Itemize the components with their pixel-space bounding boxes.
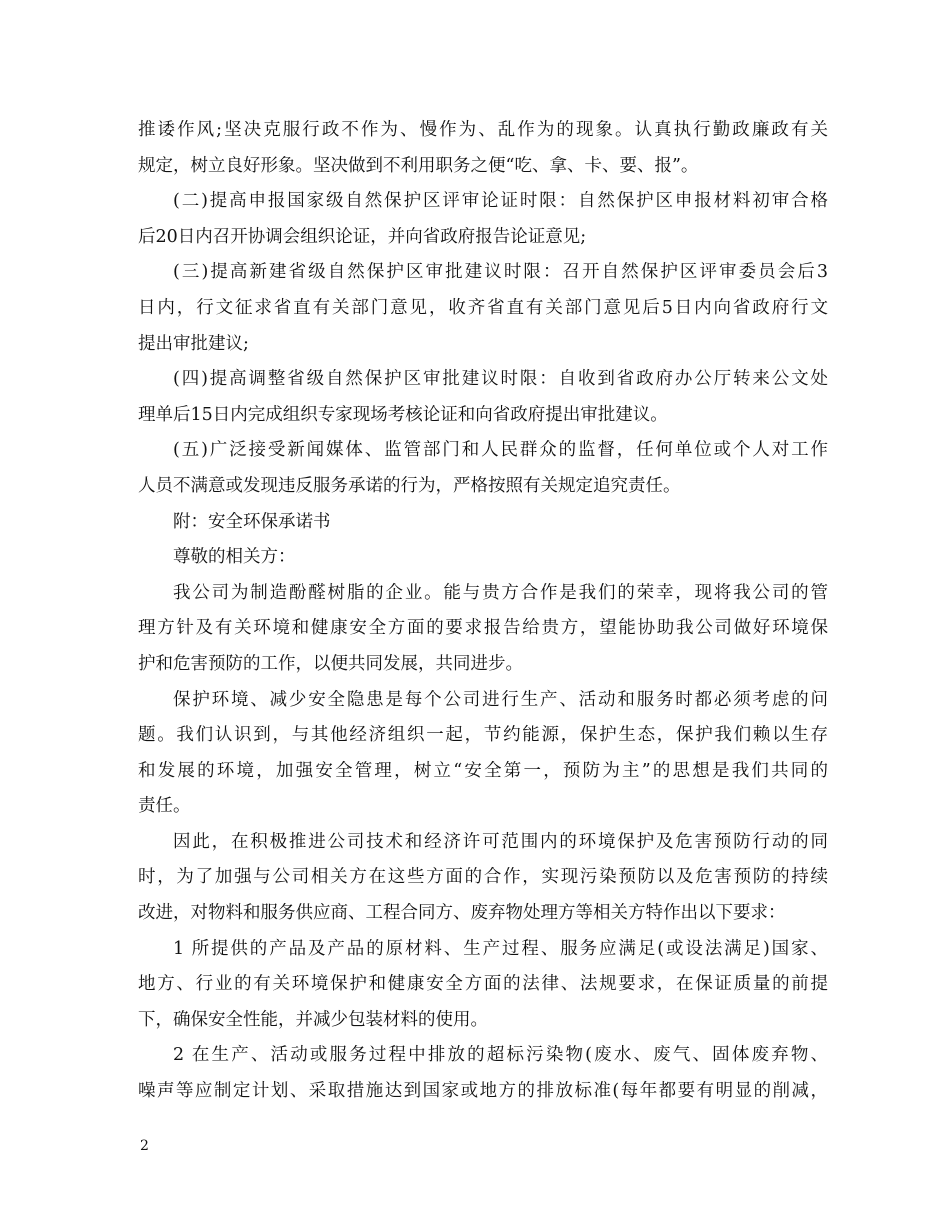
text-line: 护和危害预防的工作，以便共同发展，共同进步。: [138, 653, 523, 674]
text-line: 1 所提供的产品及产品的原材料、生产过程、服务应满足(或设法满足)国家、: [173, 938, 828, 959]
text-line: 规定，树立良好形象。坚决做到不利用职务之便“吃、拿、卡、要、报”。: [138, 155, 699, 176]
text-line: 推诿作风;坚决克服行政不作为、慢作为、乱作为的现象。认真执行勤政廉政有关: [138, 120, 828, 140]
text-line: 题。我们认识到，与其他经济组织一起，节约能源，保护生态，保护我们赖以生存: [138, 725, 828, 746]
text-line: 理方针及有关环境和健康安全方面的要求报告给贵方，望能协助我公司做好环境保: [138, 618, 828, 639]
document-body: [138, 113, 828, 1110]
text-line: 附：安全环保承诺书: [173, 511, 331, 532]
text-line: 日内，行文征求省直有关部门意见，收齐省直有关部门意见后5日内向省政府行文: [138, 297, 828, 318]
text-line: 人员不满意或发现违反服务承诺的行为，严格按照有关规定追究责任。: [138, 475, 681, 496]
text-line: 尊敬的相关方：: [173, 547, 296, 568]
text-line: 2 在生产、活动或服务过程中排放的超标污染物(废水、废气、固体废弃物、: [173, 1045, 828, 1066]
text-line: 改进，对物料和服务供应商、工程合同方、废弃物处理方等相关方特作出以下要求：: [138, 903, 786, 924]
text-line: 保护环境、减少安全隐患是每个公司进行生产、活动和服务时都必须考虑的问: [173, 689, 828, 710]
text-line: 时，为了加强与公司相关方在这些方面的合作，实现污染预防以及危害预防的持续: [138, 867, 828, 888]
text-line: 理单后15日内完成组织专家现场考核论证和向省政府提出审批建议。: [138, 404, 668, 425]
text-line: 因此，在积极推进公司技术和经济许可范围内的环境保护及危害预防行动的同: [173, 831, 828, 852]
text-line: 后20日内召开协调会组织论证，并向省政府报告论证意见;: [138, 226, 587, 247]
text-line: (五)广泛接受新闻媒体、监管部门和人民群众的监督，任何单位或个人对工作: [173, 440, 828, 461]
text-line: 我公司为制造酚醛树脂的企业。能与贵方合作是我们的荣幸，现将我公司的管: [173, 582, 828, 603]
text-line: 下，确保安全性能，并减少包装材料的使用。: [138, 1009, 488, 1030]
text-line: 噪声等应制定计划、采取措施达到国家或地方的排放标准(每年都要有明显的削减，: [138, 1081, 828, 1102]
text-line: 责任。: [138, 796, 191, 817]
text-line: (二)提高申报国家级自然保护区评审论证时限：自然保护区申报材料初审合格: [173, 191, 828, 212]
text-line: 和发展的环境，加强安全管理，树立“安全第一，预防为主”的思想是我们共同的: [138, 760, 828, 781]
page-number: 2: [140, 1138, 149, 1154]
text-line: 地方、行业的有关环境保护和健康安全方面的法律、法规要求，在保证质量的前提: [138, 974, 828, 995]
text-line: 提出审批建议;: [138, 333, 249, 354]
text-line: (三)提高新建省级自然保护区审批建议时限：召开自然保护区评审委员会后3: [173, 262, 828, 283]
text-line: (四)提高调整省级自然保护区审批建议时限：自收到省政府办公厅转来公文处: [173, 369, 828, 390]
